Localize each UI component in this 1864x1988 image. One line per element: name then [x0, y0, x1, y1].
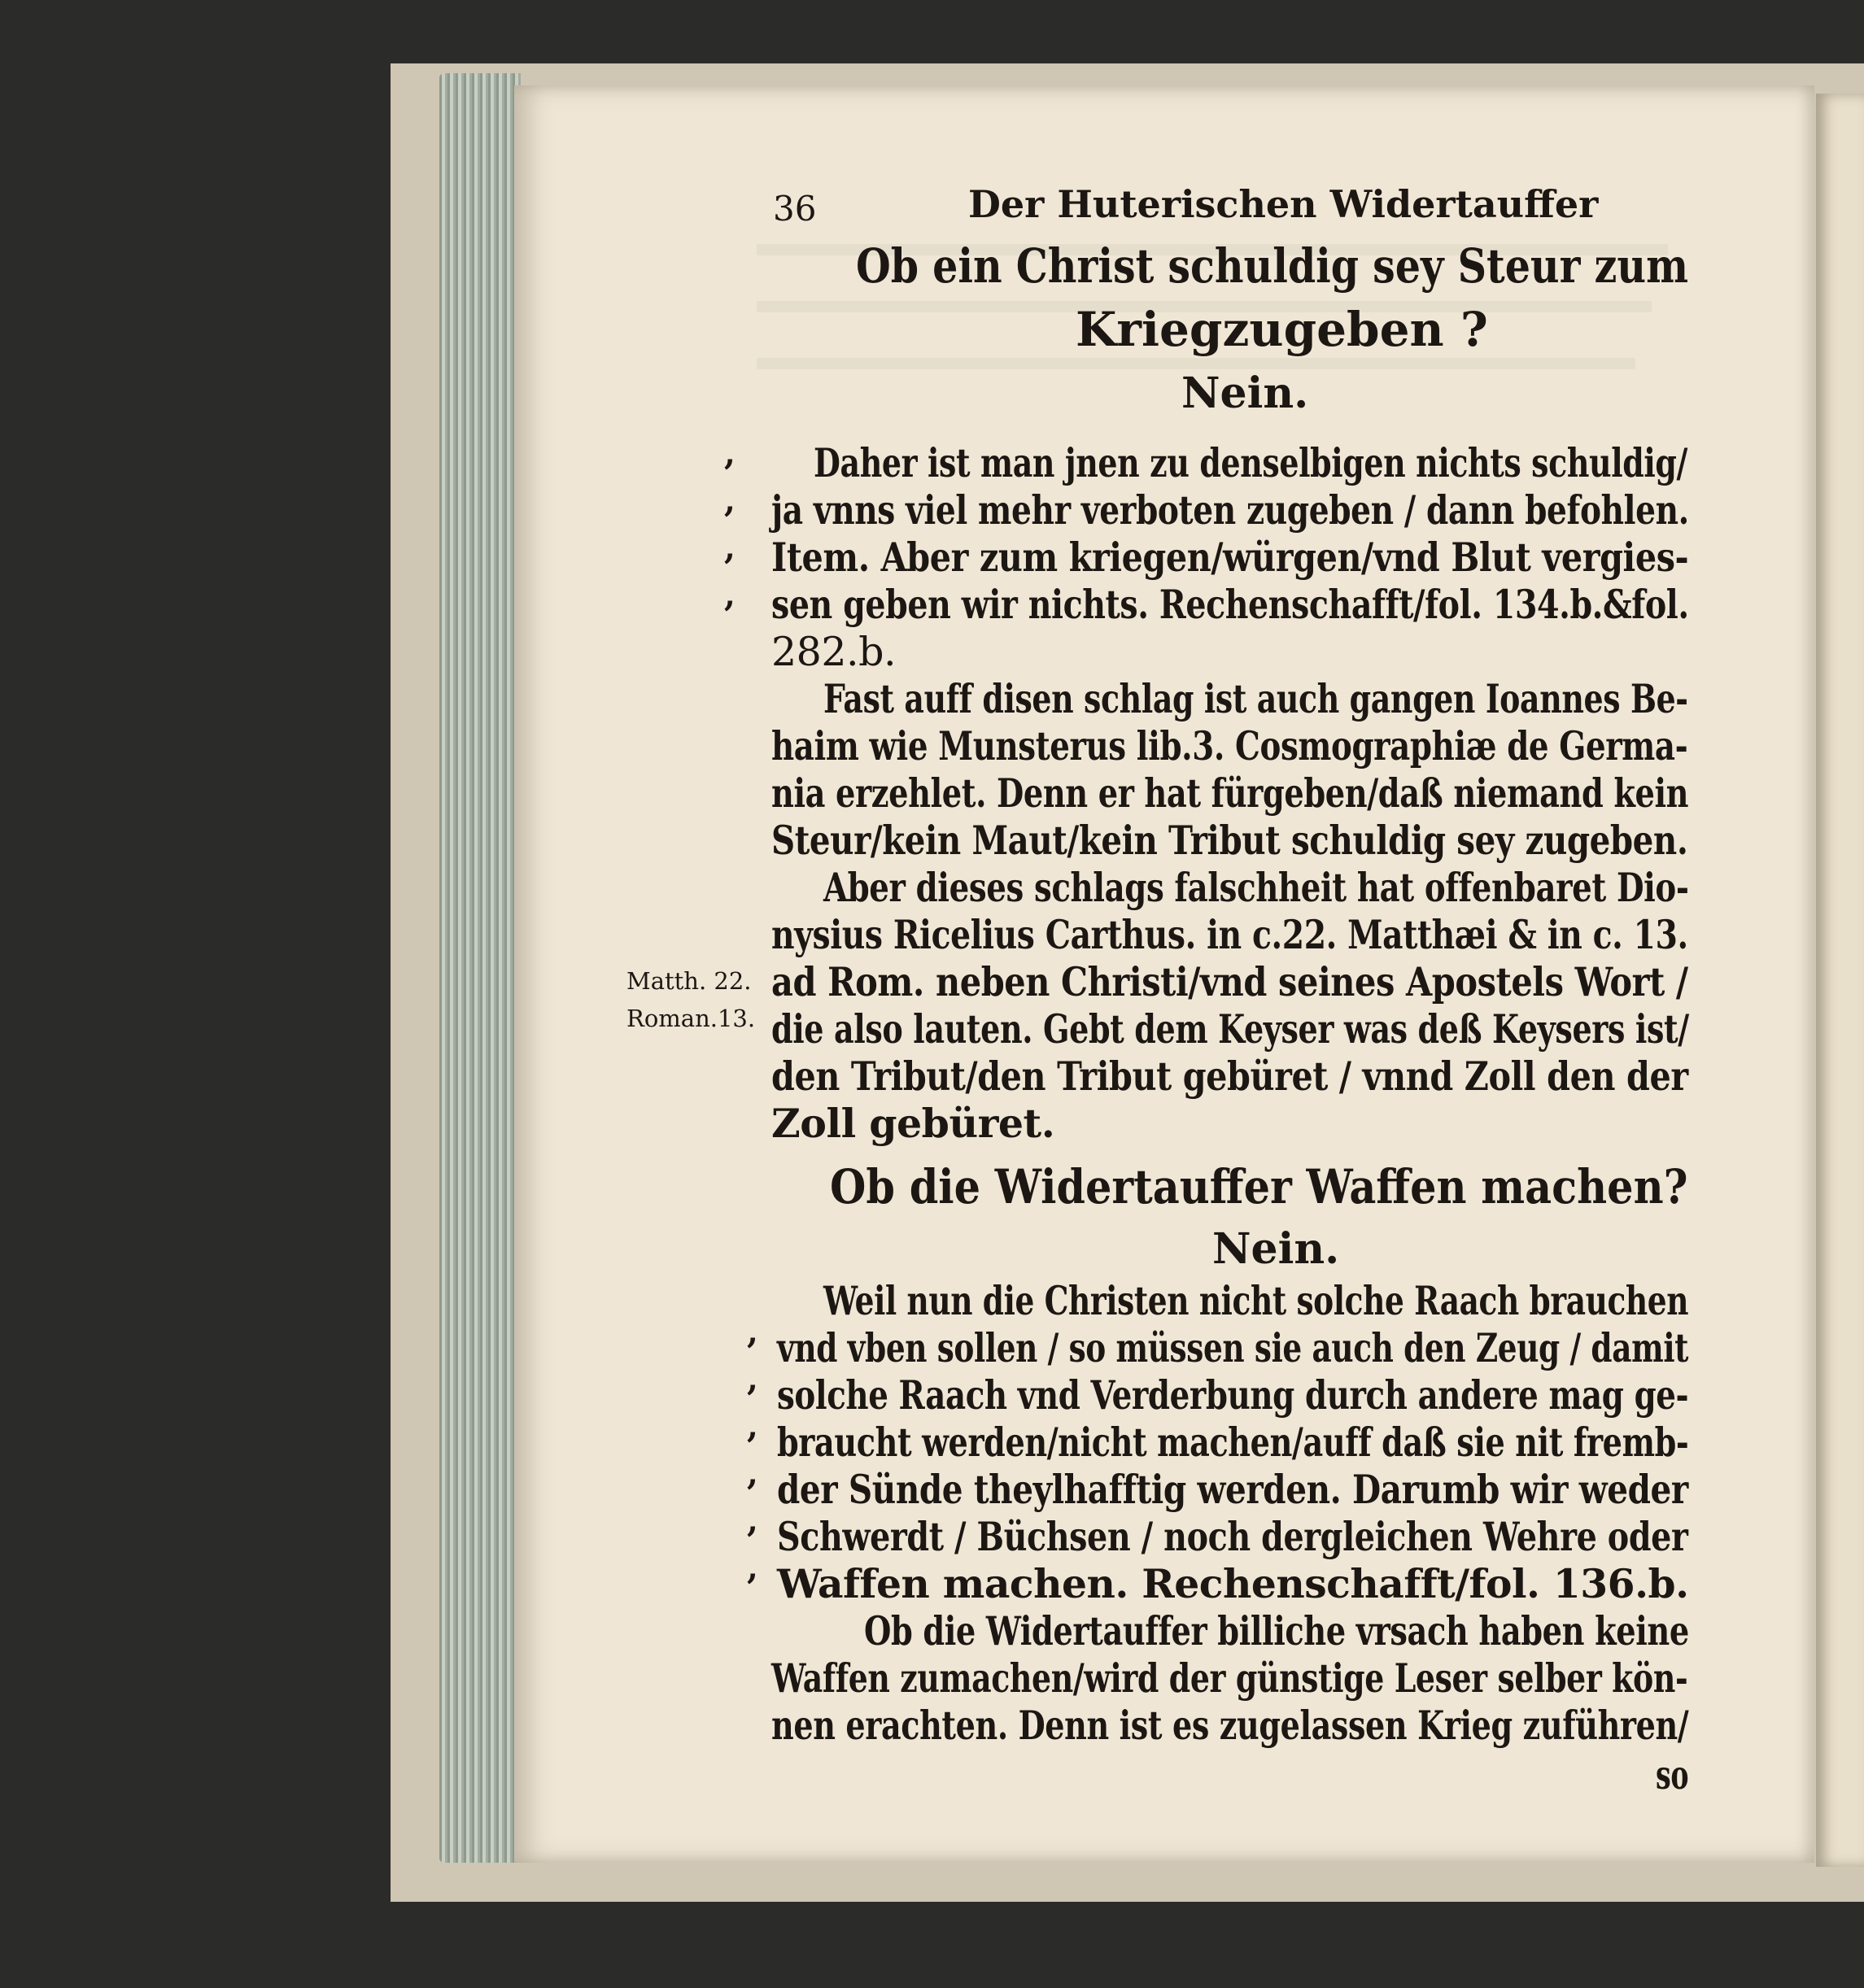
quote-marker: ,	[724, 576, 736, 614]
text-line: solche Raach vnd Verderbung durch andere mag ge-	[777, 1371, 1689, 1419]
text-line: nysius Ricelius Carthus. in c.22. Matthæi & in c. 13.	[771, 911, 1688, 958]
section-answer: Nein.	[1181, 368, 1309, 418]
quote-marker: ,	[747, 1407, 758, 1445]
page-number: 36	[773, 189, 817, 229]
text-line: vnd vben sollen / so müssen sie auch den Zeug / damit	[777, 1324, 1689, 1371]
text-line: ja vnns viel mehr verboten zugeben / dann befohlen.	[771, 486, 1689, 534]
quote-marker: ,	[747, 1313, 758, 1351]
text-line: Item. Aber zum kriegen/würgen/vnd Blut vergies-	[771, 534, 1689, 581]
text-line: Schwerdt / Büchsen / noch dergleichen Wehre oder	[777, 1513, 1688, 1560]
text-line: Ob die Widertauffer billiche vrsach haben keine	[864, 1607, 1689, 1654]
page-edges	[439, 73, 521, 1863]
quote-marker: ,	[724, 434, 736, 473]
text-line: Daher ist man jnen zu denselbigen nichts schuldig/	[814, 439, 1687, 486]
text-line: den Tribut/den Tribut gebüret / vnnd Zoll den der	[771, 1053, 1688, 1100]
catchword: so	[1656, 1751, 1689, 1798]
text-line: Zoll gebüret.	[771, 1100, 1055, 1147]
margin-note: Matth. 22.	[626, 967, 752, 995]
quote-marker: ,	[747, 1502, 758, 1540]
quote-marker: ,	[747, 1549, 758, 1587]
running-head: Der Huterischen Widertauffer	[968, 182, 1599, 226]
section-heading-line: Ob ein Christ schuldig sey Steur zum	[856, 238, 1689, 294]
text-line: nen erachten. Denn ist es zugelassen Krieg zuführen/	[771, 1702, 1689, 1749]
quote-marker: ,	[747, 1454, 758, 1493]
text-line: Weil nun die Christen nicht solche Raach brauchen	[823, 1277, 1689, 1324]
text-line: sen geben wir nichts. Rechenschafft/fol. 134.b.&fol.	[771, 581, 1689, 628]
text-line: der Sünde theylhafftig werden. Darumb wir weder	[777, 1466, 1688, 1513]
text-line: Aber dieses schlags falschheit hat offenbaret Dio-	[823, 864, 1689, 911]
text-line: die also lauten. Gebt dem Keyser was deß Keysers ist/	[771, 1005, 1689, 1053]
section-heading: Ob die Widertauffer Waffen machen?	[830, 1159, 1688, 1214]
facing-page-edge	[1816, 94, 1864, 1867]
quote-marker: ,	[724, 529, 736, 567]
text-line: haim wie Munsterus lib.3. Cosmographiæ de Germa-	[771, 722, 1688, 769]
text-line: 282.b.	[771, 629, 897, 675]
text-line: nia erzehlet. Denn er hat fürgeben/daß niemand kein	[771, 769, 1689, 817]
quote-marker: ,	[724, 482, 736, 520]
text-line: Fast auff disen schlag ist auch gangen Ioannes Be-	[823, 675, 1688, 722]
text-line: Waffen zumachen/wird der günstige Leser selber kön-	[771, 1654, 1688, 1702]
text-line: Steur/kein Maut/kein Tribut schuldig sey zugeben.	[771, 817, 1688, 864]
quote-marker: ,	[747, 1360, 758, 1398]
text-line: Waffen machen. Rechenschafft/fol. 136.b.	[777, 1560, 1689, 1607]
section-answer: Nein.	[1212, 1224, 1340, 1274]
margin-note: Roman.13.	[626, 1005, 756, 1032]
text-line: braucht werden/nicht machen/auff daß sie nit fremb-	[777, 1419, 1689, 1466]
text-line: ad Rom. neben Christi/vnd seines Apostels Wort /	[771, 958, 1688, 1005]
section-heading-line: Kriegzugeben ?	[1076, 302, 1488, 357]
